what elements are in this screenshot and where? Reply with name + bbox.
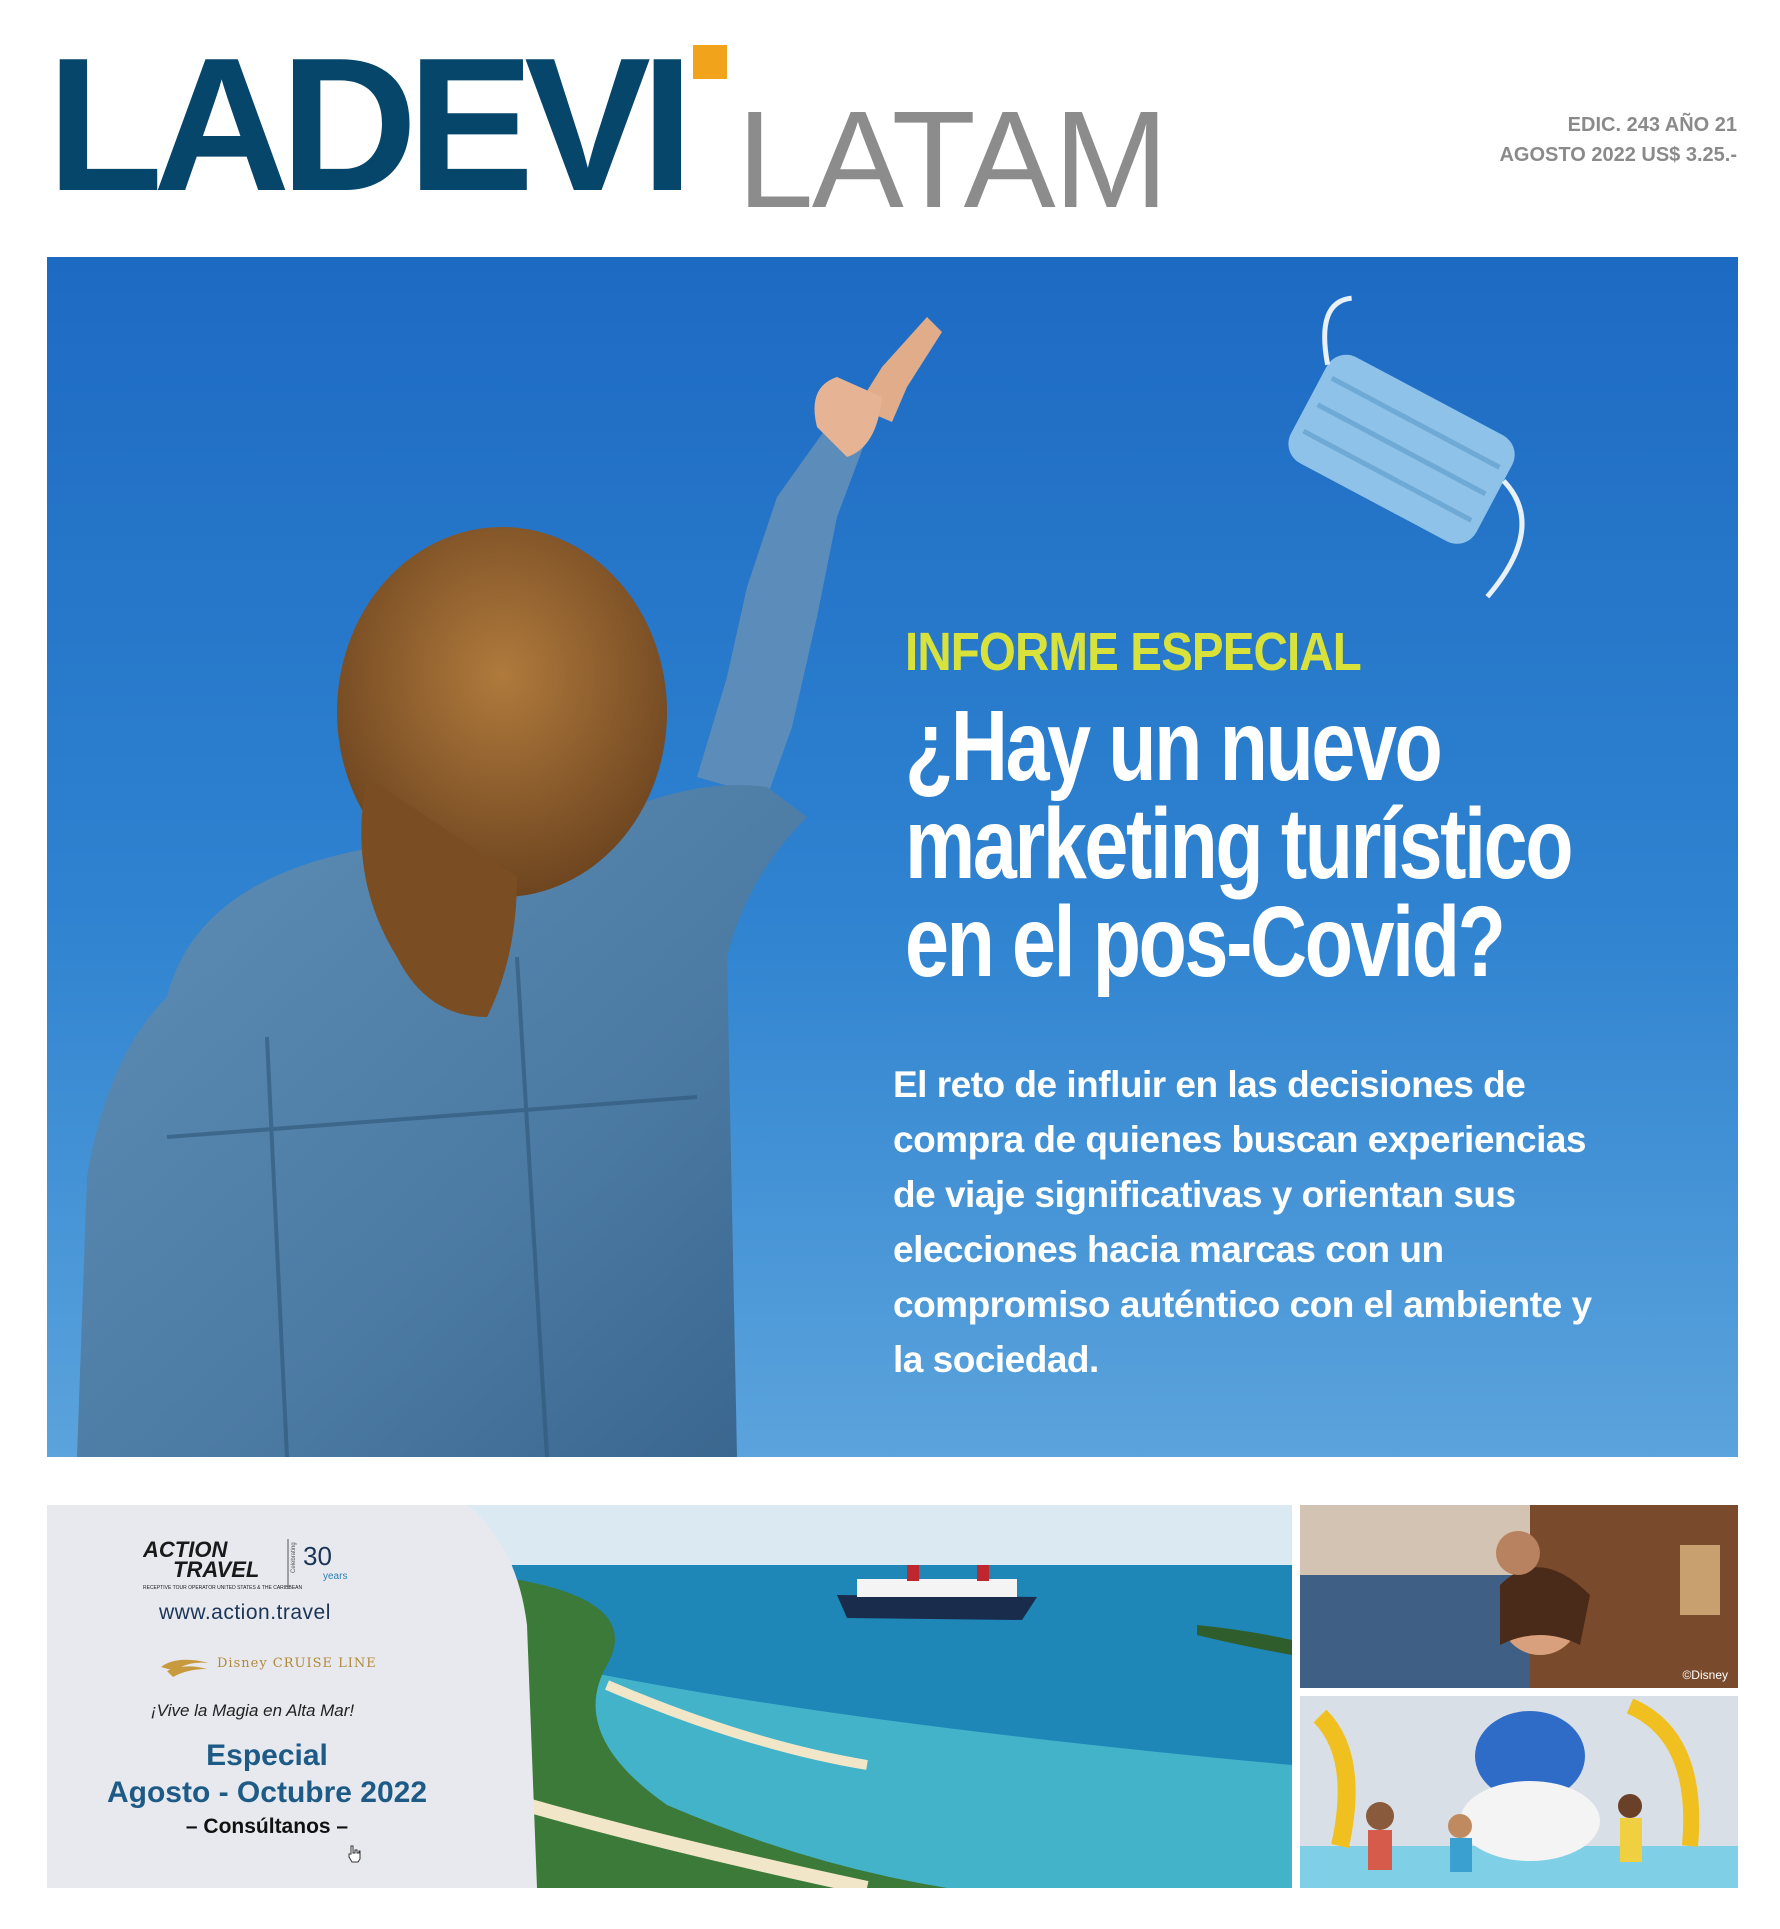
anniversary-celebrating: Celebrating — [291, 1542, 297, 1573]
headline-line: ¿Hay un nuevo — [905, 690, 1441, 802]
headline-line: en el pos-Covid? — [905, 886, 1504, 998]
masthead-logo-sub: LATAM — [737, 83, 1167, 237]
pointer-cursor-icon — [347, 1845, 361, 1863]
story-kicker: INFORME ESPECIAL — [905, 622, 1361, 682]
anniversary-number: 30 — [303, 1541, 332, 1571]
story-subhead: El reto de influir en las decisiones de compra de quienes buscan experiencias de viaje significativas y orientan sus elecciones hacia marcas con un compromiso auténtico con el ambiente y la sociedad. — [893, 1064, 1592, 1380]
contact-cta[interactable]: – Consúltanos – — [185, 1815, 349, 1838]
brand-name-line2: TRAVEL — [173, 1557, 260, 1582]
cover-story[interactable] — [47, 257, 1738, 1457]
brand-name-line1: ACTION — [143, 1537, 228, 1562]
family-on-deck-photo — [1300, 1505, 1738, 1688]
edition-date-price: AGOSTO 2022 US$ 3.25.- — [1499, 144, 1737, 166]
brand-url-link[interactable]: www.action.travel — [159, 1601, 331, 1624]
anniversary-label: years — [323, 1571, 348, 1582]
brand-description: RECEPTIVE TOUR OPERATOR UNITED STATES & THE CARIBBEAN — [143, 1585, 303, 1591]
masthead — [47, 19, 1737, 237]
headline-line: marketing turístico — [905, 788, 1572, 900]
promo-title — [47, 1737, 487, 1811]
masthead-logo[interactable]: LADEVI — [47, 19, 684, 231]
cruise-line-name: Disney CRUISE LINE — [217, 1656, 377, 1671]
photo-credit: ©Disney — [1682, 1668, 1728, 1682]
action-travel-logo[interactable] — [143, 1533, 363, 1595]
aquadeck-kids-photo — [1300, 1696, 1738, 1888]
logo-accent-square — [693, 45, 727, 79]
edition-number: EDIC. 243 AÑO 21 — [1567, 114, 1737, 136]
story-headline[interactable] — [905, 690, 1616, 998]
advertisement[interactable] — [47, 1505, 1738, 1888]
edition-info — [1499, 110, 1737, 170]
ad-main-panel[interactable] — [47, 1505, 1292, 1888]
promo-line: Agosto - Octubre 2022 — [106, 1776, 428, 1809]
promo-line: Especial — [206, 1739, 328, 1772]
ad-tagline: ¡Vive la Magia en Alta Mar! — [151, 1701, 355, 1720]
